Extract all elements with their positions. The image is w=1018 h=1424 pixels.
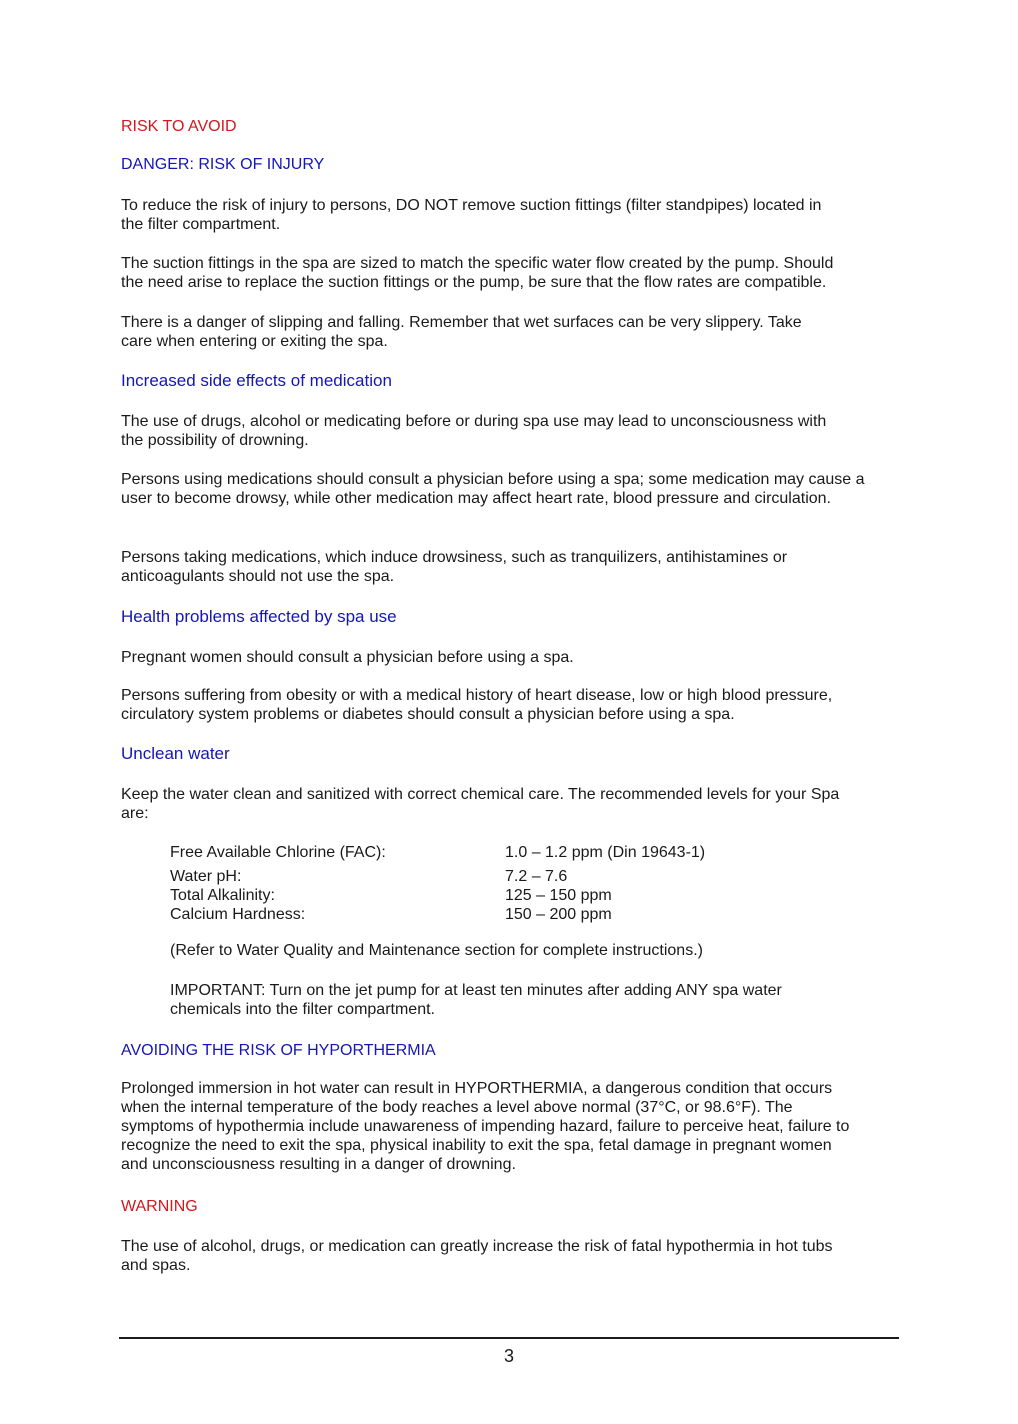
paragraph-line: are: — [121, 805, 149, 822]
warning-heading: WARNING — [121, 1198, 198, 1215]
page-number: 3 — [503, 1346, 514, 1366]
paragraph-line: circulatory system problems or diabetes should consult a physician before using a spa. — [121, 706, 735, 723]
paragraph-line: Persons taking medications, which induce drowsiness, such as tranquilizers, antihistamines or — [121, 549, 788, 566]
paragraph-line: the need arise to replace the suction fittings or the pump, be sure that the flow rates are compatible. — [121, 274, 827, 291]
chemical-label: Water pH: — [170, 868, 242, 885]
paragraph-line: and unconsciousness resulting in a danger of drowning. — [121, 1156, 516, 1173]
paragraph-line: Prolonged immersion in hot water can result in HYPORTHERMIA, a dangerous condition that occurs — [121, 1080, 833, 1097]
paragraph-line: Persons using medications should consult a physician before using a spa; some medication may cause a — [121, 471, 865, 488]
danger-risk-of-injury-heading: DANGER: RISK OF INJURY — [121, 156, 325, 173]
paragraph-line: anticoagulants should not use the spa. — [121, 568, 395, 585]
paragraph-line: the possibility of drowning. — [121, 432, 309, 449]
medication-heading: Increased side effects of medication — [121, 371, 392, 390]
paragraph-line: The suction fittings in the spa are sized to match the specific water flow created by the pump. Should — [121, 255, 834, 272]
important-note-line: IMPORTANT: Turn on the jet pump for at least ten minutes after adding ANY spa water — [170, 982, 782, 999]
paragraph-line: Keep the water clean and sanitized with correct chemical care. The recommended levels for your Spa — [121, 786, 840, 803]
paragraph-line: symptoms of hypothermia include unawareness of impending hazard, failure to perceive heat, failure to — [121, 1118, 850, 1135]
unclean-water-heading: Unclean water — [121, 744, 230, 763]
paragraph-line: and spas. — [121, 1257, 191, 1274]
chemical-value: 125 – 150 ppm — [505, 887, 612, 904]
chemical-label: Total Alkalinity: — [170, 887, 275, 904]
chemical-value: 7.2 – 7.6 — [505, 868, 568, 885]
paragraph-line: To reduce the risk of injury to persons, DO NOT remove suction fittings (filter standpipes) located in — [121, 197, 822, 214]
hyperthermia-heading: AVOIDING THE RISK OF HYPORTHERMIA — [121, 1042, 436, 1059]
paragraph-line: There is a danger of slipping and falling. Remember that wet surfaces can be very slippery. Take — [121, 314, 802, 331]
paragraph-line: user to become drowsy, while other medication may affect heart rate, blood pressure and circulation. — [121, 490, 831, 507]
risk-to-avoid-heading: RISK TO AVOID — [121, 118, 237, 135]
paragraph-line: the filter compartment. — [121, 216, 281, 233]
footer-divider — [119, 1337, 899, 1339]
paragraph-line: Persons suffering from obesity or with a medical history of heart disease, low or high blood pressure, — [121, 687, 833, 704]
chemical-label: Free Available Chlorine (FAC): — [170, 844, 386, 861]
paragraph-line: recognize the need to exit the spa, physical inability to exit the spa, fetal damage in pregnant women — [121, 1137, 832, 1154]
paragraph-line: when the internal temperature of the body reaches a level above normal (37°C, or 98.6°F). The — [121, 1099, 793, 1116]
refer-note: (Refer to Water Quality and Maintenance section for complete instructions.) — [170, 942, 703, 959]
paragraph-line: Pregnant women should consult a physician before using a spa. — [121, 649, 574, 666]
chemical-label: Calcium Hardness: — [170, 906, 306, 923]
paragraph-line: The use of alcohol, drugs, or medication can greatly increase the risk of fatal hypothermia in hot tubs — [121, 1238, 833, 1255]
health-problems-heading: Health problems affected by spa use — [121, 607, 397, 626]
chemical-value: 1.0 – 1.2 ppm (Din 19643-1) — [505, 844, 706, 861]
important-note-line: chemicals into the filter compartment. — [170, 1001, 435, 1018]
chemical-value: 150 – 200 ppm — [505, 906, 612, 923]
paragraph-line: The use of drugs, alcohol or medicating before or during spa use may lead to unconsciousness with — [121, 413, 827, 430]
paragraph-line: care when entering or exiting the spa. — [121, 333, 388, 350]
